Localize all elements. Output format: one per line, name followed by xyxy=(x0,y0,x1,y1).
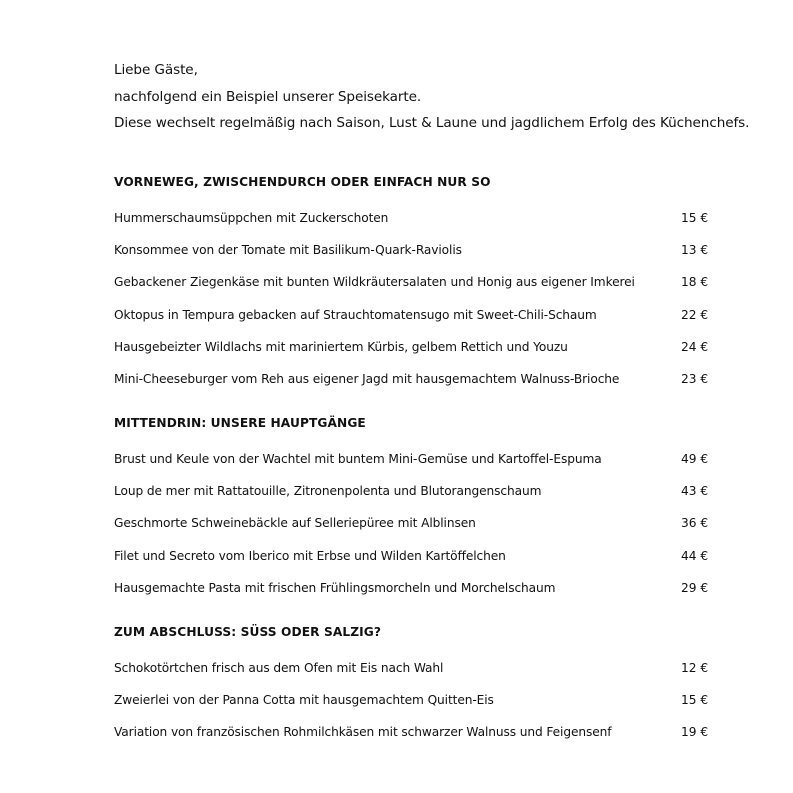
section-starters xyxy=(114,172,714,401)
section-title: MITTENDRIN: UNSERE HAUPTGÄNGE xyxy=(114,416,366,430)
intro-line-2: nachfolgend ein Beispiel unserer Speisekarte. xyxy=(114,88,422,105)
item-name: Loup de mer mit Rattatouille, Zitronenpolenta und Blutorangenschaum xyxy=(114,484,542,499)
menu-item xyxy=(114,369,714,401)
item-name: Schokotörtchen frisch aus dem Ofen mit Eis nach Wahl xyxy=(114,661,444,675)
intro-greeting: Liebe Gäste, xyxy=(114,62,198,78)
item-name: Filet und Secreto vom Iberico mit Erbse und Wilden Kartöffelchen xyxy=(114,548,506,563)
intro-text xyxy=(114,57,754,137)
item-name: Hummerschaumsüppchen mit Zuckerschoten xyxy=(114,211,389,225)
section-main-courses xyxy=(114,413,714,610)
intro-line-3: Diese wechselt regelmäßig nach Saison, Lust & Laune und jagdlichem Erfolg des Küchenchefs. xyxy=(114,115,750,131)
item-name: Zweierlei von der Panna Cotta mit hausgemachtem Quitten-Eis xyxy=(114,693,494,708)
item-name: Oktopus in Tempura gebacken auf Strauchtomatensugo mit Sweet-Chili-Schaum xyxy=(114,307,597,322)
menu-item xyxy=(114,513,714,545)
item-price: 12 € xyxy=(681,661,709,675)
menu-item xyxy=(114,449,714,481)
menu-item xyxy=(114,546,714,578)
section-title: VORNEWEG, ZWISCHENDURCH ODER EINFACH NUR SO xyxy=(114,175,491,189)
section-desserts xyxy=(114,622,714,755)
section-title: ZUM ABSCHLUSS: SÜSS ODER SALZIG? xyxy=(114,625,382,639)
item-price: 18 € xyxy=(681,275,709,290)
menu-item xyxy=(114,690,714,722)
item-name: Hausgemachte Pasta mit frischen Frühlingsmorcheln und Morchelschaum xyxy=(114,580,556,595)
item-name: Brust und Keule von der Wachtel mit buntem Mini-Gemüse und Kartoffel-Espuma xyxy=(114,452,602,466)
item-price: 24 € xyxy=(681,339,709,354)
item-price: 43 € xyxy=(681,484,709,499)
item-price: 19 € xyxy=(681,725,709,740)
item-price: 13 € xyxy=(681,243,709,258)
menu-item xyxy=(114,240,714,272)
menu-item xyxy=(114,578,714,610)
menu-item xyxy=(114,208,714,240)
item-name: Mini-Cheeseburger vom Reh aus eigener Jagd mit hausgemachtem Walnuss-Brioche xyxy=(114,371,620,386)
item-price: 15 € xyxy=(681,211,709,225)
menu-item xyxy=(114,337,714,369)
menu-item xyxy=(114,305,714,337)
item-price: 29 € xyxy=(681,580,709,595)
item-price: 23 € xyxy=(681,371,709,386)
item-price: 49 € xyxy=(681,452,709,466)
item-price: 22 € xyxy=(681,307,709,322)
item-name: Geschmorte Schweinebäckle auf Selleriepüree mit Alblinsen xyxy=(114,516,476,531)
item-price: 36 € xyxy=(681,516,709,531)
menu-item xyxy=(114,272,714,304)
item-price: 44 € xyxy=(681,548,709,563)
item-price: 15 € xyxy=(681,693,709,708)
menu-item xyxy=(114,658,714,690)
item-name: Hausgebeizter Wildlachs mit mariniertem Kürbis, gelbem Rettich und Youzu xyxy=(114,339,568,354)
menu-item xyxy=(114,481,714,513)
menu-item xyxy=(114,722,714,754)
item-name: Konsommee von der Tomate mit Basilikum-Quark-Raviolis xyxy=(114,243,462,258)
item-name: Variation von französischen Rohmilchkäsen mit schwarzer Walnuss und Feigensenf xyxy=(114,725,612,740)
item-name: Gebackener Ziegenkäse mit bunten Wildkräutersalaten und Honig aus eigener Imkerei xyxy=(114,275,635,290)
